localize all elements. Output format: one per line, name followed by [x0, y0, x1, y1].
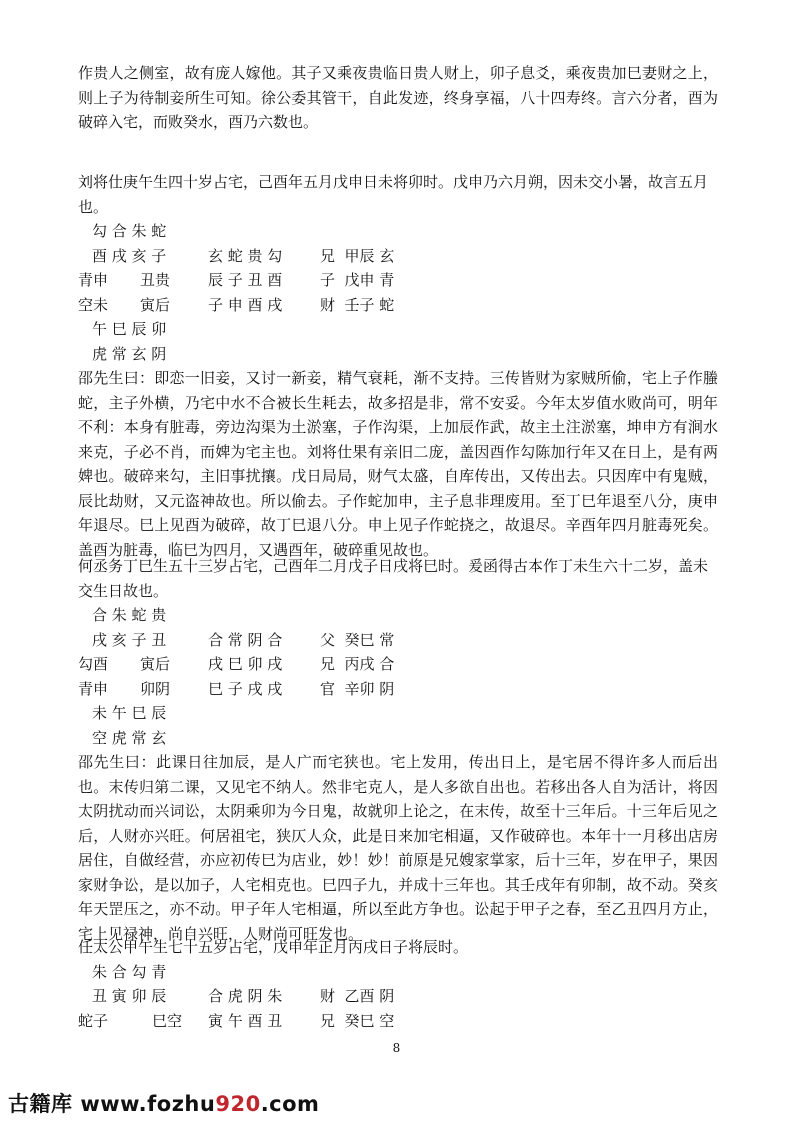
chart-cell: 辰 子 丑 酉 [208, 271, 283, 289]
case2-heading: 何丞务丁巳生五十三岁占宅，己酉年二月戊子日戌将巳时。爰函得古本作丁未生六十二岁，盖未交生日故也。 [78, 557, 709, 600]
chart-cell: 未 午 巳 辰 [92, 704, 167, 722]
chart-cell: 巳 子 戌 戌 [208, 679, 283, 698]
chart-cell: 巳空 [152, 1011, 183, 1030]
chart-cell: 寅后 [140, 655, 171, 673]
chart-cell: 父 癸巳 常 [320, 630, 395, 649]
chart-cell: 丑 寅 卯 辰 [92, 987, 167, 1005]
chart-cell: 玄 蛇 贵 勾 [208, 246, 283, 265]
chart-row [78, 293, 718, 318]
chart-row [78, 1009, 718, 1034]
chart-cell: 卯阴 [140, 679, 171, 698]
chart-cell: 兄 癸巳 空 [320, 1011, 395, 1030]
chart-row [78, 652, 718, 677]
case3-heading: 任太公甲午生七十五岁占宅，戊申年正月丙戌日子将辰时。 [78, 938, 469, 956]
case1-heading: 刘将仕庚午生四十岁占宅，己酉年五月戊申日未将卯时。戊申乃六月朔，因未交小暑，故言五月也。 [78, 173, 709, 216]
chart-cell: 朱 合 勾 青 [92, 962, 167, 981]
case1-commentary: 邵先生曰：即恋一旧妾，又讨一新妾，精气衰耗，渐不支持。三传皆财为家贼所偷，宅上子作螣蛇，主子外横，乃宅中水不合被长生耗去，故多招是非，常不安妥。今年太岁值水败尚可，明年不利：本身有脏毒，旁边沟渠为土淤塞，子作沟渠，上加辰作武，故主土注淤塞，坤申方有涧水来克，子必不肖，而婢为宅主也。刘将仕果有亲旧二庞，盖因酉作勾陈加行年又在日上，是有两婢也。破碎来勾，主旧事扰攘。戊日局局，财气太盛，自库传出，又传出去。只因库中有鬼贼，辰比劫财，又元盗神故也。所以偷去。子作蛇加申，主子息非理废用。至丁巳年退至八分，庚申年退尽。巳上见酉为破碎，故丁巳退八分。申上见子作蛇挠之，故退尽。辛酉年四月脏毒死矣。盖酉为脏毒，临巳为四月，又遇酉年，破碎重见故也。 [78, 369, 718, 559]
chart-row [78, 603, 718, 628]
chart-cell: 寅 午 酉 丑 [208, 1011, 283, 1030]
chart-cell: 勾酉 [78, 655, 109, 673]
chart-cell: 丑贵 [140, 271, 171, 289]
chart-cell: 戌 亥 子 丑 [92, 630, 167, 649]
case2-commentary: 邵先生曰：此课日往加辰，是人广而宅狭也。宅上发用，传出日上，是宅居不得许多人而后出也。末传归第二课，又见宅不纳人。然非宅克人，是人多欲自出也。若移出各人自为活计，将因太阴扰动而兴词讼，太阴乘卯为今日鬼，故就卯上论之，在末传，故至十三年后。十三年后见之后，人财亦兴旺。何居祖宅，狭仄人众，此是日来加宅相逼，又作破碎也。本年十一月移出店房居住，自做经营，亦应初传巳为店业，妙！妙！前原是兄嫂家掌家，后十三年，岁在甲子，果因家财争讼，是以加子，人宅相克也。巳四子九，并成十三年也。其壬戌年有卯制，故不动。癸亥年天罡压之，亦不动。甲子年人宅相逼，所以至此方争也。讼起于甲子之春，至乙丑四月方止，宅上见禄神，尚自兴旺，人财尚可旺发也。 [78, 753, 718, 943]
watermark-footer[interactable] [8, 1088, 319, 1118]
chart-cell: 空未 [78, 295, 109, 314]
chart-cell: 合 常 阴 合 [208, 630, 283, 649]
chart-row [78, 628, 718, 653]
chart-cell: 兄 丙戌 合 [320, 655, 395, 673]
chart-cell: 青申 [78, 679, 109, 698]
chart-cell: 虎 常 玄 阴 [92, 344, 167, 363]
chart-row [78, 726, 718, 751]
case1-section [78, 170, 718, 562]
case1-chart [78, 219, 718, 366]
chart-cell: 子 申 酉 戌 [208, 295, 283, 314]
footer-url-digits: 920 [215, 1092, 261, 1116]
chart-row [78, 984, 718, 1009]
chart-cell: 官 辛卯 阴 [320, 679, 395, 698]
chart-cell: 酉 戌 亥 子 [92, 246, 167, 265]
chart-cell: 财 乙酉 阴 [320, 987, 395, 1005]
chart-row [78, 960, 718, 985]
chart-cell: 寅后 [140, 295, 171, 314]
chart-row [78, 219, 718, 244]
case2-section [78, 554, 718, 946]
chart-cell: 合 虎 阴 朱 [208, 987, 283, 1005]
intro-text: 作贵人之侧室，故有庞人嫁他。其子又乘夜贵临日贵人财上，卯子息爻，乘夜贵加巳妻财之上，则上子为待制妾所生可知。徐公委其管干，自此发迹，终身享福，八十四寿终。言六分者，酉为破碎入宅，而败癸水，酉乃六数也。 [78, 64, 718, 131]
page-number: 8 [392, 1041, 401, 1055]
chart-cell: 合 朱 蛇 贵 [92, 606, 167, 624]
intro-paragraph [78, 61, 718, 135]
chart-cell: 兄 甲辰 玄 [320, 246, 395, 265]
chart-cell: 财 壬子 蛇 [320, 295, 395, 314]
chart-cell: 子 戊申 青 [320, 271, 395, 289]
footer-url-suffix: .com [260, 1092, 320, 1116]
case3-chart [78, 960, 718, 1034]
chart-row [78, 268, 718, 293]
case3-section [78, 935, 718, 1033]
footer-url-prefix: www.fozhu [80, 1092, 216, 1116]
chart-row [78, 701, 718, 726]
chart-cell: 勾 合 朱 蛇 [92, 222, 167, 240]
chart-row [78, 317, 718, 342]
case2-chart [78, 603, 718, 750]
chart-row [78, 677, 718, 702]
footer-brand: 古籍库 [8, 1092, 73, 1116]
chart-cell: 蛇子 [78, 1011, 109, 1030]
chart-cell: 戌 巳 卯 戌 [208, 655, 283, 673]
chart-row [78, 342, 718, 367]
chart-cell: 空 虎 常 玄 [92, 728, 167, 747]
chart-cell: 午 巳 辰 卯 [92, 320, 167, 338]
chart-row [78, 244, 718, 269]
chart-cell: 青申 [78, 271, 109, 289]
